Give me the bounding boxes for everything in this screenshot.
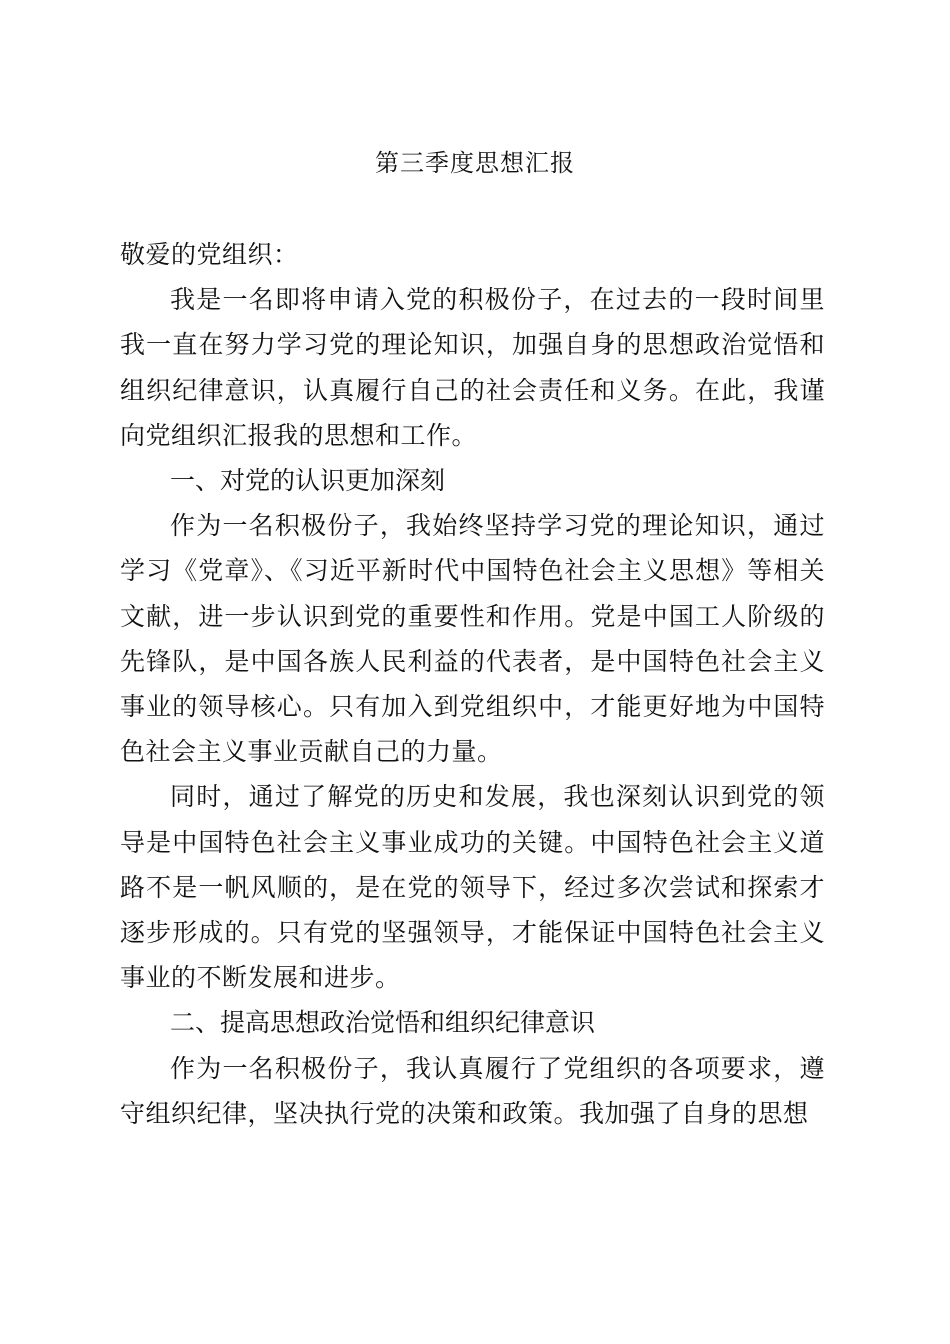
intro-paragraph: 我是一名即将申请入党的积极份子，在过去的一段时间里我一直在努力学习党的理论知识，加强自身的思想政治觉悟和组织纪律意识，认真履行自己的社会责任和义务。在此，我谨向党组织汇报我的思想和工作。 — [120, 285, 825, 450]
section-heading-1: 一、对党的认识更加深刻 — [170, 466, 446, 496]
section-heading-2: 二、提高思想政治觉悟和组织纪律意识 — [170, 1008, 596, 1038]
page-title: 第三季度思想汇报 — [375, 149, 575, 177]
section1-paragraph-2: 同时，通过了解党的历史和发展，我也深刻认识到党的领导是中国特色社会主义事业成功的关键。中国特色社会主义道路不是一帆风顺的，是在党的领导下，经过多次尝试和探索才逐步形成的。只有党的坚强领导，才能保证中国特色社会主义事业的不断发展和进步。 — [120, 782, 825, 993]
salutation: 敬爱的党组织： — [120, 240, 299, 269]
section1-paragraph-1: 作为一名积极份子，我始终坚持学习党的理论知识，通过学习《党章》、《习近平新时代中国特色社会主义思想》等相关文献，进一步认识到党的重要性和作用。党是中国工人阶级的先锋队，是中国各族人民利益的代表者，是中国特色社会主义事业的领导核心。只有加入到党组织中，才能更好地为中国特色社会主义事业贡献自己的力量。 — [120, 511, 825, 767]
section2-paragraph-1: 作为一名积极份子，我认真履行了党组织的各项要求，遵守组织纪律，坚决执行党的决策和政策。我加强了自身的思想 — [120, 1053, 825, 1128]
document-body — [120, 232, 825, 1136]
